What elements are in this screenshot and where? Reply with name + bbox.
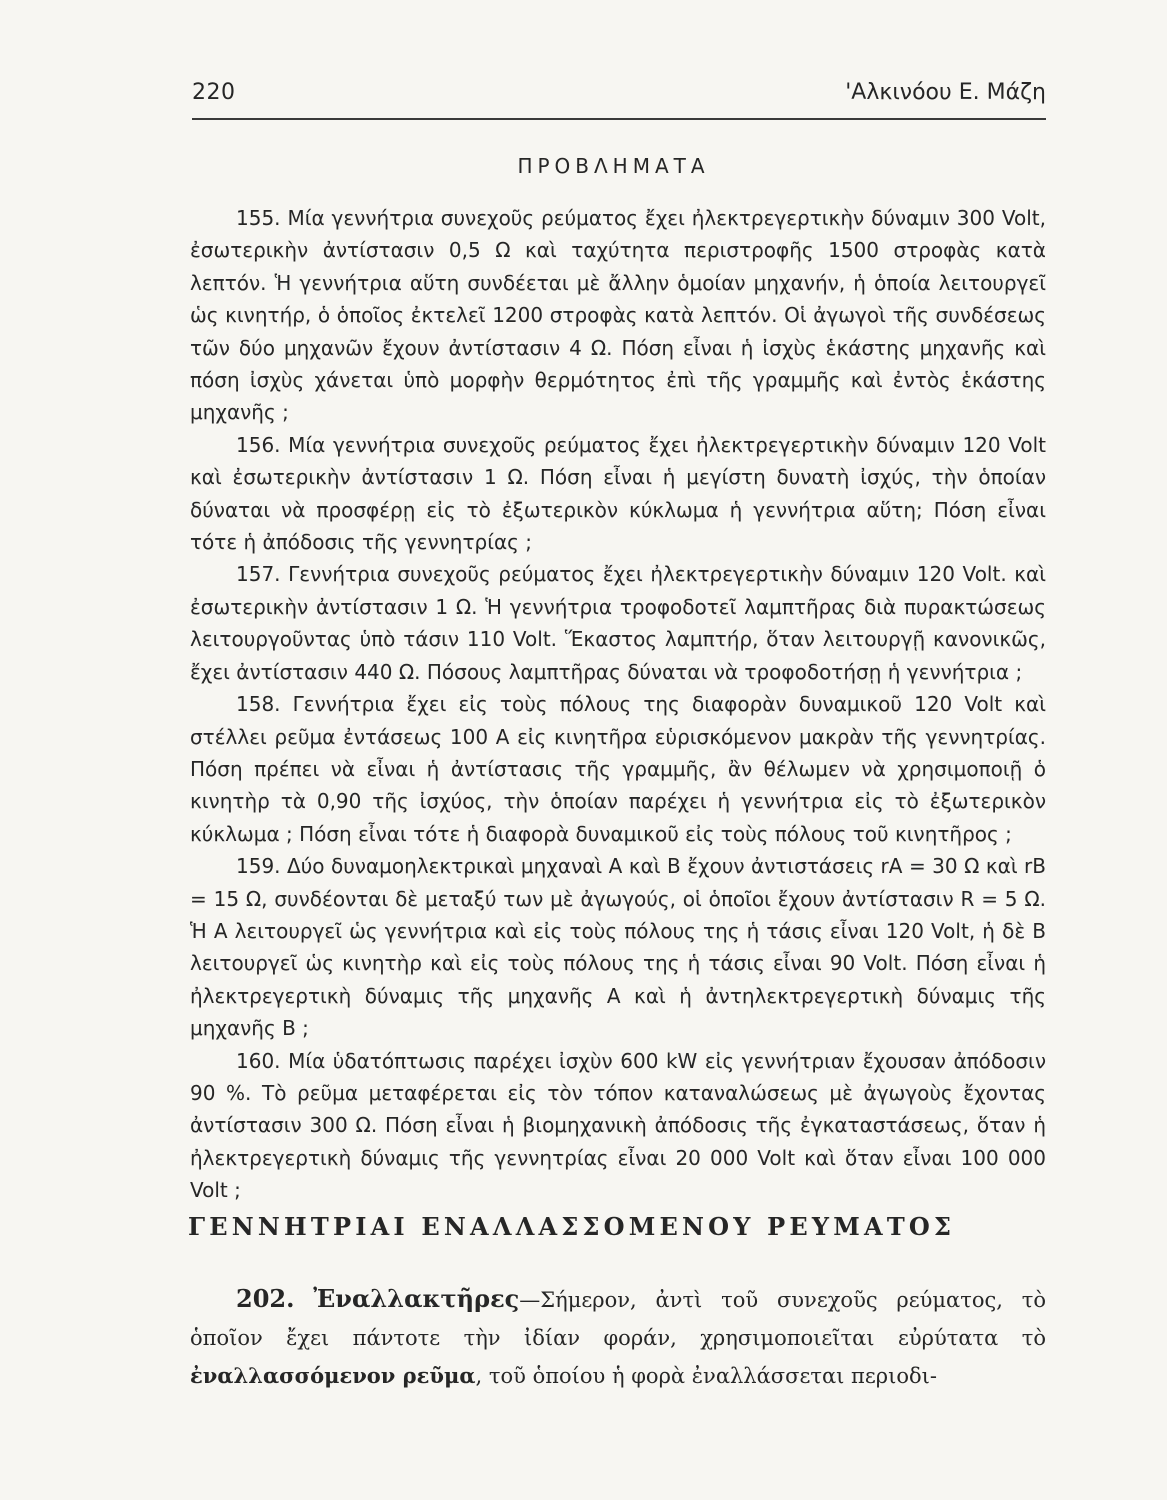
problem-text: Δύο δυναμοηλεκτρικαὶ μηχαναὶ Α καὶ Β ἔχουν ἀντιστάσεις rA = 30 Ω καὶ rB = 15 Ω, συνδέονται δὲ μεταξύ των μὲ ἀγωγούς, οἱ ὁποῖοι ἔχουν ἀντίστασιν R = 5 Ω. Ἡ Α λειτουργεῖ ὡς γεννήτρια καὶ εἰς τοὺς πόλους της ἡ τάσις εἶναι 120 Volt, ἡ δὲ Β λειτουργεῖ ὡς κινητὴρ καὶ εἰς τοὺς πόλους της ἡ τάσις εἶναι 90 Volt. Πόση εἶναι ἡ ἠλεκτρεγερτικὴ δύναμις τῆς μηχανῆς Α καὶ ἡ ἀντηλεκτρεγερτικὴ δύναμις τῆς μηχανῆς Β ; — [190, 854, 1047, 1041]
problem-number: 157. — [236, 562, 281, 587]
problem-number: 156. — [236, 432, 281, 457]
section-heading: Ἐναλλακτῆρες — [313, 1284, 520, 1313]
problem-160 — [190, 1045, 1046, 1207]
section-text-before: —Σήμερον, ἀντὶ τοῦ συνεχοῦς ρεύματος, τὸ ὁποῖον ἔχει πάντοτε τὴν ἰδίαν φοράν, χρησιμοποιεῖται εὐρύτατα τὸ — [190, 1288, 1046, 1350]
problem-157 — [190, 558, 1046, 688]
problem-text: Μία γεννήτρια συνεχοῦς ρεύματος ἔχει ἠλεκτρεγερτικὴν δύναμιν 300 Volt, ἐσωτερικὴν ἀντίστασιν 0,5 Ω καὶ ταχύτητα περιστροφῆς 1500 στροφὰς κατὰ λεπτόν. Ἡ γεννήτρια αὕτη συνδέεται μὲ ἄλλην ὁμοίαν μηχανήν, ἡ ὁποία λειτουργεῖ ὡς κινητήρ, ὁ ὁποῖος ἐκτελεῖ 1200 στροφὰς κατὰ λεπτόν. Οἱ ἀγωγοὶ τῆς συνδέσεως τῶν δύο μηχανῶν ἔχουν ἀντίστασιν 4 Ω. Πόση εἶναι ἡ ἰσχὺς ἑκάστης μηχανῆς καὶ πόση ἰσχὺς χάνεται ὑπὸ μορφὴν θερμότητος ἐπὶ τῆς γραμμῆς καὶ ἐντὸς ἑκάστης μηχανῆς ; — [190, 206, 1047, 425]
problem-text: Γεννήτρια συνεχοῦς ρεύματος ἔχει ἠλεκτρεγερτικὴν δύναμιν 120 Volt. καὶ ἐσωτερικὴν ἀντίστασιν 1 Ω. Ἡ γεννήτρια τροφοδοτεῖ λαμπτῆρας διὰ πυρακτώσεως λειτουργοῦντας ὑπὸ τάσιν 110 Volt. Ἕκαστος λαμπτήρ, ὅταν λειτουργῇ κανονικῶς, ἔχει ἀντίστασιν 440 Ω. Πόσους λαμπτῆρας δύναται νὰ τροφοδοτήσῃ ἡ γεννήτρια ; — [190, 562, 1046, 684]
problem-number: 160. — [236, 1048, 281, 1073]
problem-156 — [190, 429, 1046, 559]
page-number: 220 — [192, 80, 236, 105]
problem-text: Γεννήτρια ἔχει εἰς τοὺς πόλους της διαφορὰν δυναμικοῦ 120 Volt καὶ στέλλει ρεῦμα ἐντάσεως 100 Α εἰς κινητῆρα εὑρισκόμενον μακρὰν τῆς γεννητρίας. Πόση πρέπει νὰ εἶναι ἡ ἀντίστασις τῆς γραμμῆς, ἂν θέλωμεν νὰ χρησιμοποιῇ ὁ κινητὴρ τὰ 0,90 τῆς ἰσχύος, τὴν ὁποίαν παρέχει ἡ γεννήτρια εἰς τὸ ἐξωτερικὸν κύκλωμα ; Πόση εἶναι τότε ἡ διαφορὰ δυναμικοῦ εἰς τοὺς πόλους τοῦ κινητῆρος ; — [190, 692, 1047, 846]
problem-number: 159. — [236, 854, 281, 879]
section-text-after: , τοῦ ὁποίου ἡ φορὰ ἐναλλάσσεται περιοδι- — [475, 1364, 937, 1388]
problem-text: Μία γεννήτρια συνεχοῦς ρεύματος ἔχει ἠλεκτρεγερτικὴν δύναμιν 120 Volt καὶ ἐσωτερικὴν ἀντίστασιν 1 Ω. Πόση εἶναι ἡ μεγίστη δυνατὴ ἰσχύς, τὴν ὁποίαν δύναται νὰ προσφέρῃ εἰς τὸ ἐξωτερικὸν κύκλωμα ἡ γεννήτρια αὕτη; Πόση εἶναι τότε ἡ ἀπόδοσις τῆς γεννητρίας ; — [190, 432, 1046, 555]
problem-155 — [190, 202, 1046, 429]
problem-158 — [190, 688, 1046, 850]
running-head: 'Αλκινόου Ε. Μάζη — [845, 80, 1046, 105]
problem-number: 158. — [236, 692, 281, 717]
page-header — [192, 76, 1046, 120]
problem-number: 155. — [236, 206, 281, 230]
chapter-heading: ΓΕΝΝΗΤΡΙΑΙ ΕΝΑΛΛΑΣΣΟΜΕΝΟΥ ΡΕΥΜΑΤΟΣ — [188, 1212, 956, 1241]
section-bold-term: ἐναλλασσόμενον ρεῦμα — [190, 1363, 476, 1388]
problem-text: Μία ὑδατόπτωσις παρέχει ἰσχὺν 600 kW εἰς γεννήτριαν ἔχουσαν ἀπόδοσιν 90 %. Τὸ ρεῦμα μεταφέρεται εἰς τὸν τόπον καταναλώσεως μὲ ἀγωγοὺς ἔχοντας ἀντίστασιν 300 Ω. Πόση εἶναι ἡ βιομηχανικὴ ἀπόδοσις τῆς ἐγκαταστάσεως, ὅταν ἡ ἠλεκτρεγερτικὴ δύναμις τῆς γεννητρίας εἶναι 20 000 Volt καὶ ὅταν εἶναι 100 000 Volt ; — [190, 1048, 1046, 1203]
section-number: 202. — [236, 1284, 295, 1313]
problems-section-title: ΠΡΟΒΛΗΜΑΤΑ — [517, 154, 710, 178]
section-202-body — [190, 1280, 1046, 1395]
problems-list — [190, 202, 1046, 1207]
problem-159 — [190, 850, 1046, 1044]
